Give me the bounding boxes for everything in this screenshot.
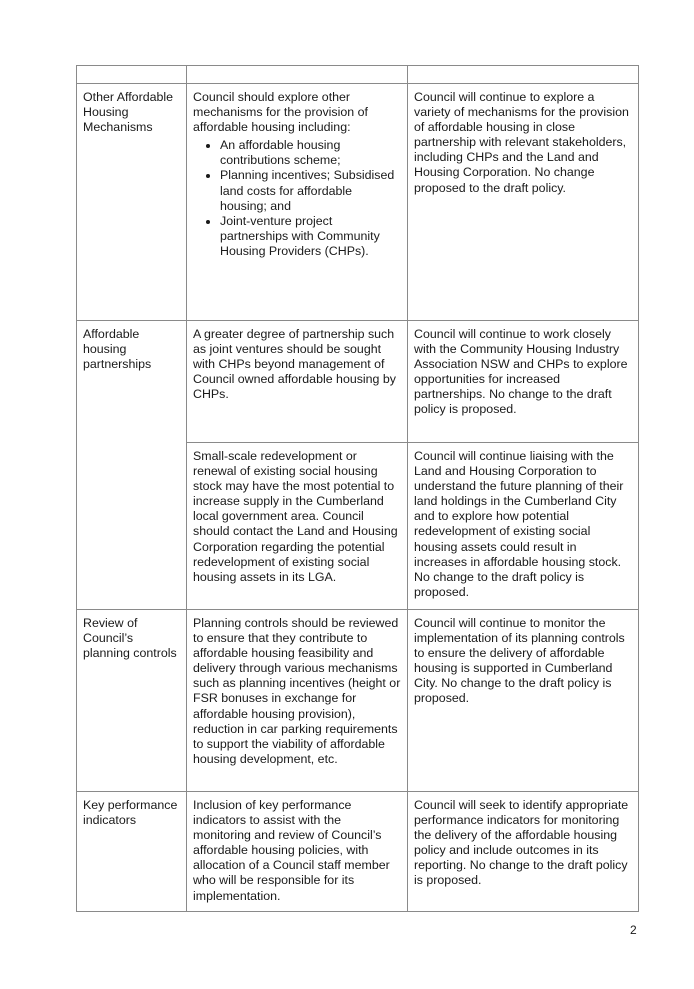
table-cell [408,66,639,84]
submission-intro: Council should explore other mechanisms for the provision of affordable housing including: [193,90,368,135]
topic-cell: Review of Council’s planning controls [77,610,187,792]
response-cell: Council will continue to work closely with the Community Housing Industry Association NSW and CHPs to explore opportunities for increased partnerships. No change to the draft policy is proposed. [408,321,639,443]
bullet-list [193,138,401,259]
topic-cell: Key performance indicators [77,792,187,912]
table-cell [77,66,187,84]
submission-cell: Planning controls should be reviewed to ensure that they contribute to affordable housing feasibility and delivery through various mechanisms such as planning incentives (height or FSR bonuses in exchange for affordable housing provision), reduction in car parking requirements to support the viability of affordable housing development, etc. [187,610,408,792]
table-header-row [77,66,639,84]
response-cell: Council will continue to explore a variety of mechanisms for the provision of affordable housing in close partnership with relevant stakeholders, including CHPs and the Land and Housing Corporation. No change proposed to the draft policy. [408,84,639,321]
bullet-item: • Planning incentives; Subsidised land costs for affordable housing; and [220,168,401,213]
table-cell [187,66,408,84]
bullet-item: • Joint-venture project partnerships with Community Housing Providers (CHPs). [220,214,401,259]
page-number: 2 [630,923,637,937]
table-row [77,84,639,321]
response-cell: Council will continue to monitor the implementation of its planning controls to ensure the delivery of affordable housing is supported in Cumberland City. No change to the draft policy is proposed. [408,610,639,792]
table-row [77,792,639,912]
topic-cell: Affordable housing partnerships [77,321,187,610]
response-cell: Council will seek to identify appropriate performance indicators for monitoring the delivery of the affordable housing policy and include outcomes in its reporting. No change to the draft policy is proposed. [408,792,639,912]
submission-cell: Inclusion of key performance indicators to assist with the monitoring and review of Council’s affordable housing policies, with allocation of a Council staff member who will be responsible for its implementation. [187,792,408,912]
bullet-item: • An affordable housing contributions scheme; [220,138,401,168]
table-row [77,610,639,792]
submission-cell: A greater degree of partnership such as joint ventures should be sought with CHPs beyond management of Council owned affordable housing by CHPs. [187,321,408,443]
submissions-table [76,65,639,912]
table-row [77,321,639,443]
response-cell: Council will continue liaising with the Land and Housing Corporation to understand the future planning of their land holdings in the Cumberland City and to explore how potential redevelopment of existing social housing assets could result in increases in affordable housing stock. No change to the draft policy is proposed. [408,443,639,610]
submission-cell [187,84,408,321]
submission-cell: Small-scale redevelopment or renewal of existing social housing stock may have the most potential to increase supply in the Cumberland local government area. Council should contact the Land and Housing Corporation regarding the potential redevelopment of existing social housing assets in its LGA. [187,443,408,610]
topic-cell: Other Affordable Housing Mechanisms [77,84,187,321]
